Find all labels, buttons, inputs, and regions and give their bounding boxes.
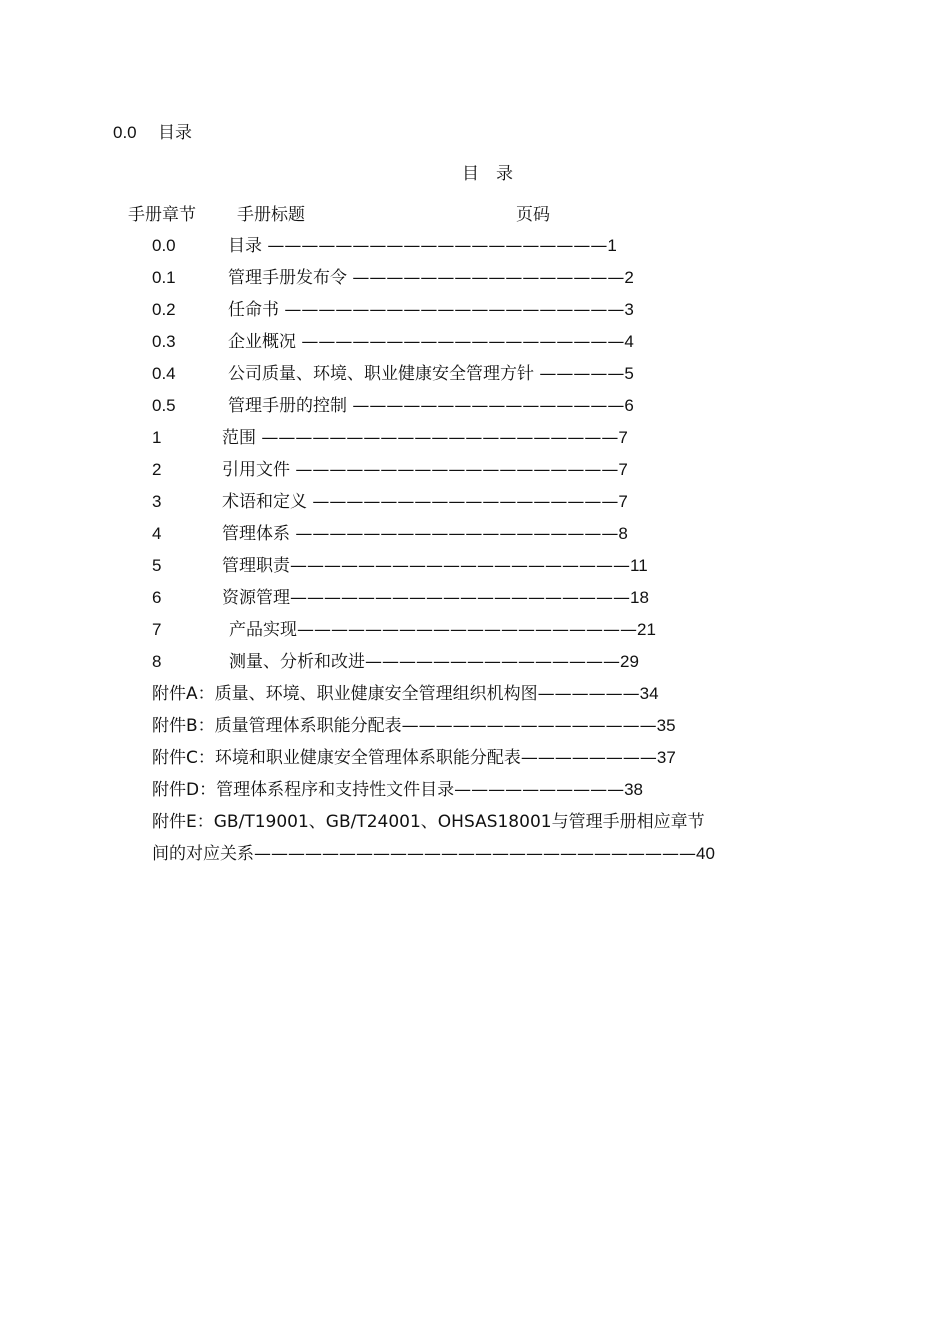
- toc-entry-number: 0.4: [152, 364, 176, 383]
- toc-entry-number: 0.5: [152, 396, 176, 415]
- toc-entry-number: 5: [152, 556, 162, 575]
- toc-leader: ——————: [537, 684, 640, 704]
- toc-entry-number: 2: [152, 460, 162, 479]
- toc-entry[interactable]: [0, 329, 950, 355]
- appendix-label: 附件E：: [152, 812, 214, 832]
- toc-entry-page: 3: [624, 300, 634, 319]
- toc-entry-title: 公司质量、环境、职业健康安全管理方针: [228, 364, 540, 384]
- toc-entry-text: [228, 297, 634, 323]
- toc-entry-title: 管理手册发布令: [228, 268, 353, 288]
- toc-entry[interactable]: [0, 297, 950, 323]
- toc-entry[interactable]: [0, 553, 950, 579]
- toc-leader: ——————————————————: [312, 492, 619, 512]
- toc-entry-title: 管理职责: [222, 556, 290, 576]
- toc-entry-page: 21: [637, 620, 656, 639]
- toc-leader: ————————————————: [352, 268, 625, 288]
- toc-entry-text: [228, 361, 634, 387]
- column-header-page: 页码: [516, 205, 550, 225]
- toc-leader: ———————————————: [365, 652, 620, 672]
- toc-entry[interactable]: [0, 233, 950, 259]
- appendix-label: 附件D：: [152, 780, 217, 800]
- toc-entry-text: [229, 649, 639, 675]
- toc-entry-title: 任命书: [228, 300, 285, 320]
- appendix-entry[interactable]: [152, 809, 705, 835]
- toc-entry-number: 0.2: [152, 300, 176, 319]
- toc-entry-text: [229, 617, 656, 643]
- toc-entry[interactable]: [0, 649, 950, 675]
- toc-leader: ————————: [520, 748, 657, 768]
- section-title: 目录: [158, 123, 193, 143]
- toc-entry[interactable]: [0, 425, 950, 451]
- toc-entry-title: 资源管理: [222, 588, 290, 608]
- toc-entry[interactable]: [0, 265, 950, 291]
- toc-entry-page: 11: [630, 556, 648, 575]
- toc-entry[interactable]: [0, 617, 950, 643]
- toc-leader: ———————————————————: [295, 524, 619, 544]
- appendix-entry[interactable]: [152, 745, 676, 771]
- toc-entry-text: [228, 393, 634, 419]
- toc-entry[interactable]: [0, 393, 950, 419]
- toc-entry[interactable]: [0, 457, 950, 483]
- toc-entry-page: 7: [618, 492, 628, 511]
- appendix-title: 管理体系程序和支持性文件目录: [216, 780, 455, 800]
- toc-entry-page: 5: [624, 364, 634, 383]
- appendix-page: 37: [656, 748, 676, 767]
- toc-entry-text: [222, 425, 628, 451]
- toc-entry[interactable]: [0, 521, 950, 547]
- toc-entry-number: 4: [152, 524, 162, 543]
- toc-entry-number: 6: [152, 588, 162, 607]
- toc-entry-number: 0.1: [152, 268, 176, 287]
- toc-leader: ——————————————————————————: [254, 844, 696, 864]
- toc-leader: ———————————————————: [295, 460, 619, 480]
- toc-leader: ——————————: [454, 780, 625, 800]
- toc-leader: —————: [539, 364, 625, 384]
- toc-entry-text: [222, 553, 648, 579]
- appendix-title: 质量、环境、职业健康安全管理组织机构图: [214, 684, 538, 704]
- toc-entry-number: 8: [152, 652, 162, 671]
- appendix-page: 34: [639, 684, 659, 703]
- appendix-title-line2: 间的对应关系: [152, 844, 254, 864]
- appendix-page: 38: [624, 780, 644, 799]
- column-header-chapter: 手册章节: [128, 205, 196, 225]
- toc-entry-title: 产品实现: [229, 620, 297, 640]
- toc-entry-number: 0.3: [152, 332, 176, 351]
- toc-entry-text: [228, 329, 634, 355]
- toc-entry-page: 1: [607, 236, 617, 255]
- toc-entry-page: 4: [624, 332, 634, 351]
- appendix-title: 环境和职业健康安全管理体系职能分配表: [214, 748, 521, 768]
- toc-title: 目 录: [462, 164, 513, 184]
- toc-entry-page: 2: [624, 268, 634, 287]
- toc-entry[interactable]: [0, 585, 950, 611]
- appendix-entry[interactable]: [152, 713, 676, 739]
- column-headers: [0, 203, 950, 227]
- toc-entry-text: [222, 489, 628, 515]
- section-number: 0.0: [113, 123, 137, 142]
- toc-entry-title: 管理手册的控制: [228, 396, 353, 416]
- toc-entry-number: 0.0: [152, 236, 176, 255]
- column-header-title: 手册标题: [237, 205, 305, 225]
- toc-entry-text: [222, 457, 628, 483]
- appendix-entry[interactable]: [152, 777, 643, 803]
- toc-leader: ————————————————————: [290, 556, 630, 576]
- toc-leader: ———————————————————: [301, 332, 625, 352]
- toc-entry-text: [222, 585, 649, 611]
- toc-entry-number: 7: [152, 620, 162, 639]
- toc-entry-page: 29: [620, 652, 639, 671]
- toc-entry-page: 18: [630, 588, 649, 607]
- toc-entry-text: [228, 233, 617, 259]
- toc-entry-title: 引用文件: [222, 460, 296, 480]
- toc-entry-title: 目录: [228, 236, 268, 256]
- toc-leader: ————————————————————: [267, 236, 608, 256]
- appendix-title: GB/T19001、GB/T24001、OHSAS18001与管理手册相应章节: [213, 812, 705, 832]
- toc-entry-text: [228, 265, 634, 291]
- section-heading: [113, 121, 192, 145]
- toc-leader: ————————————————: [352, 396, 625, 416]
- toc-entry-page: 8: [618, 524, 628, 543]
- toc-entry-page: 6: [624, 396, 634, 415]
- toc-entry-text: [222, 521, 628, 547]
- toc-entry[interactable]: [0, 489, 950, 515]
- toc-entry-title: 范围: [222, 428, 262, 448]
- appendix-page: 35: [656, 716, 676, 735]
- appendix-label: 附件C：: [152, 748, 215, 768]
- appendix-label: 附件A：: [152, 684, 215, 704]
- toc-leader: —————————————————————: [261, 428, 619, 448]
- toc-entry[interactable]: [0, 361, 950, 387]
- toc-leader: ———————————————: [401, 716, 657, 736]
- toc-leader: ————————————————————: [290, 588, 630, 608]
- toc-entry-title: 管理体系: [222, 524, 296, 544]
- appendix-label: 附件B：: [152, 716, 215, 736]
- toc-entry-page: 7: [618, 460, 628, 479]
- appendix-page: 40: [696, 844, 715, 863]
- appendix-entry[interactable]: [152, 681, 659, 707]
- appendix-title: 质量管理体系职能分配表: [214, 716, 402, 736]
- toc-leader: ————————————————————: [284, 300, 625, 320]
- toc-entry-number: 3: [152, 492, 162, 511]
- appendix-entry-continuation[interactable]: [152, 841, 715, 867]
- toc-entry-title: 测量、分析和改进: [229, 652, 365, 672]
- toc-entry-title: 企业概况: [228, 332, 302, 352]
- toc-entry-title: 术语和定义: [222, 492, 313, 512]
- toc-entry-number: 1: [152, 428, 162, 447]
- toc-entry-page: 7: [618, 428, 628, 447]
- toc-leader: ————————————————————: [297, 620, 637, 640]
